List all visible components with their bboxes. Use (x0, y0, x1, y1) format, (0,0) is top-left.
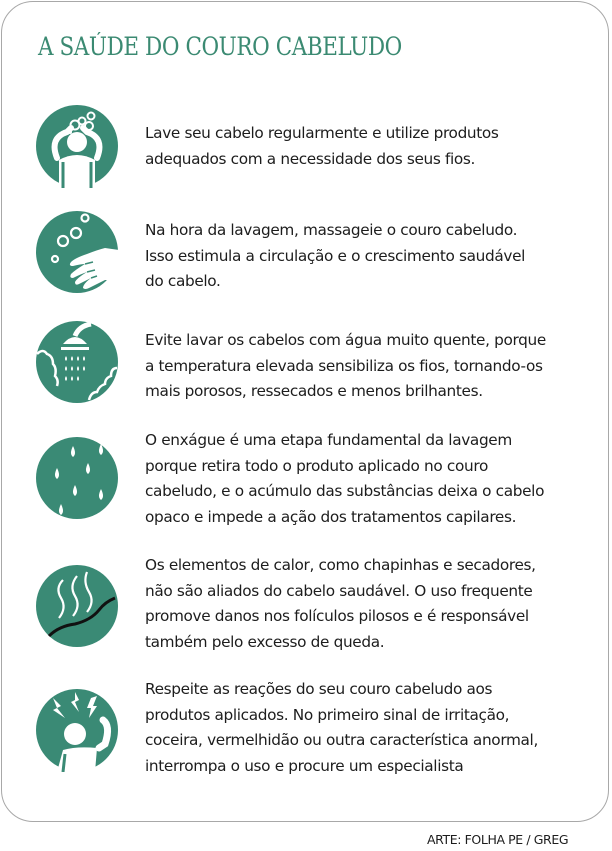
person-scratching-irritation-icon (35, 688, 119, 772)
art-credit: ARTE: FOLHA PE / GREG (427, 832, 569, 847)
tip-line: produtos aplicados. No primeiro sinal de irritação, (145, 705, 510, 724)
water-drops-icon (35, 436, 119, 520)
tip-line: mais porosos, ressecados e menos brilhantes. (145, 382, 483, 401)
tip-text (145, 218, 565, 295)
tip-line: promove danos nos folículos pilosos e é responsável (145, 607, 529, 626)
hot-shower-icon (35, 320, 119, 404)
tip-line: interrompa o uso e procure um especialista (145, 757, 464, 776)
tip-line: Isso estimula a circulação e o crescimento saudável (145, 246, 526, 265)
heat-damaged-hair-icon (35, 564, 119, 648)
tip-line: Respeite as reações do seu couro cabeludo aos (145, 680, 493, 698)
page-title: A SAÚDE DO COURO CABELUDO (38, 32, 402, 61)
tip-text (145, 677, 565, 780)
tip-line: também pelo excesso de queda. (145, 633, 385, 652)
tip-line: adequados com a necessidade dos seus fios. (145, 149, 476, 168)
tip-line: não são aliados do cabelo saudável. O uso frequente (145, 581, 533, 600)
tip-text (145, 328, 565, 405)
tip-line: Na hora da lavagem, massageie o couro cabeludo. (145, 221, 518, 239)
tip-line: cabeludo, e o acúmulo das substâncias deixa o cabelo (145, 482, 545, 501)
tip-line: porque retira todo o produto aplicado no couro (145, 456, 488, 475)
hand-massage-bubbles-icon (35, 210, 119, 294)
tip-line: opaco e impede a ação dos tratamentos capilares. (145, 508, 517, 527)
tip-line: coceira, vermelhidão ou outra característica anormal, (145, 731, 538, 750)
tip-line: do cabelo. (145, 272, 221, 291)
person-washing-hair-icon (35, 104, 119, 188)
tip-text (145, 428, 565, 531)
tip-text (145, 121, 565, 172)
tip-line: a temperatura elevada sensibiliza os fios, tornando-os (145, 356, 543, 375)
tip-line: O enxágue é uma etapa fundamental da lavagem (145, 431, 512, 449)
tip-line: Os elementos de calor, como chapinhas e secadores, (145, 556, 536, 574)
tip-line: Lave seu cabelo regularmente e utilize produtos (145, 124, 499, 142)
tip-text (145, 553, 565, 656)
tip-line: Evite lavar os cabelos com água muito quente, porque (145, 331, 546, 349)
